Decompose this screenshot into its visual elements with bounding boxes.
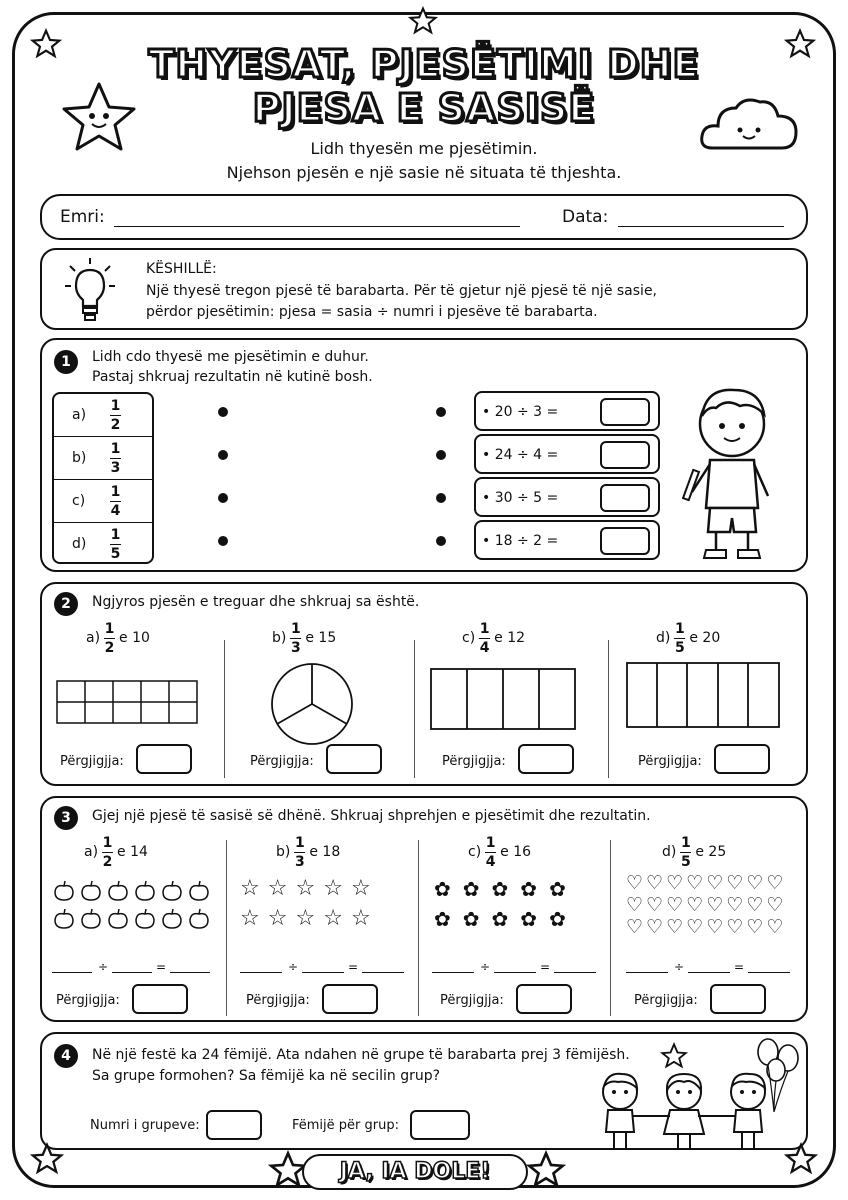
fraction (674, 622, 685, 655)
fraction-bar (290, 638, 301, 639)
column-divider (414, 640, 415, 778)
numerator: 1 (290, 621, 301, 637)
answer-label: Përgjigjja: (634, 993, 698, 1008)
tip-line1: Një thyesë tregon pjesë të barabarta. Për të gjetur një pjesë të një sasie, (146, 283, 658, 299)
fraction (110, 399, 121, 432)
exercise-4-box (40, 1032, 808, 1150)
heart-icon: ♡ (726, 872, 744, 894)
divisor-blank[interactable] (494, 972, 536, 973)
ex3-instruction: Gjej një pjesë të sasisë së dhënë. Shkruaj shprehjen e pjesëtimit dhe rezultatin. (92, 808, 651, 824)
item-quantity: e 25 (695, 844, 727, 860)
flower-icon: ✿ (491, 907, 509, 931)
exercise-number: 2 (54, 592, 78, 616)
per-group-label: Fëmijë për grup: (292, 1118, 399, 1133)
item-letter: b) (276, 844, 291, 860)
heart-icon: ♡ (706, 916, 724, 938)
item-heading (84, 836, 148, 869)
numerator: 1 (110, 441, 121, 457)
fraction-letter: a) (72, 407, 87, 423)
item-letter: a) (84, 844, 99, 860)
heart-icon: ♡ (646, 872, 664, 894)
denominator: 5 (680, 854, 691, 870)
per-group-answer-box[interactable] (410, 1110, 470, 1140)
heart-icon: ♡ (666, 872, 684, 894)
date-field[interactable] (618, 226, 784, 227)
item-quantity: e 10 (119, 630, 150, 646)
item-quantity: e 18 (309, 844, 341, 860)
star-icon: ☆ (267, 876, 288, 901)
numerator: 1 (110, 398, 121, 414)
item-heading (662, 836, 726, 869)
division-sign: ÷ (674, 960, 685, 974)
fraction (110, 485, 121, 518)
fraction-letter: d) (72, 536, 87, 552)
grid-10-cells[interactable] (56, 680, 198, 724)
tip-line2: përdor pjesëtimin: pjesa = sasia ÷ numri i pjesëve të barabarta. (146, 304, 598, 320)
exercise-number: 3 (54, 806, 78, 830)
equals-sign: = (734, 960, 745, 974)
star-icon (526, 1150, 566, 1190)
result-box[interactable] (600, 398, 650, 426)
exercise-3-box (40, 796, 808, 1022)
division-sign: ÷ (288, 960, 299, 974)
item-letter: d) (662, 844, 677, 860)
heart-icon: ♡ (666, 894, 684, 916)
match-dot-left[interactable] (218, 450, 228, 460)
fraction-bar (102, 852, 113, 853)
denominator: 2 (110, 417, 121, 433)
answer-box[interactable] (322, 984, 378, 1014)
denominator: 3 (110, 460, 121, 476)
item-letter: c) (468, 844, 482, 860)
fraction-bar (680, 852, 691, 853)
ex1-instruction-line1: Lidh cdo thyesë me pjesëtimin e duhur. (92, 349, 369, 365)
fraction-bar (110, 415, 121, 416)
denominator: 4 (110, 503, 121, 519)
answer-label: Përgjigjja: (638, 754, 702, 769)
heart-icon: ♡ (686, 872, 704, 894)
item-quantity: e 20 (689, 630, 721, 646)
result-blank[interactable] (170, 972, 210, 973)
divisor-blank[interactable] (302, 972, 344, 973)
apple-group (52, 880, 212, 932)
numerator: 1 (674, 621, 685, 637)
result-box[interactable] (600, 441, 650, 469)
denominator: 4 (485, 854, 496, 870)
fraction (102, 836, 113, 869)
star-icon (658, 1042, 690, 1070)
name-date-box (40, 194, 808, 240)
fraction (110, 442, 121, 475)
divisor-blank[interactable] (688, 972, 730, 973)
fraction (680, 836, 691, 869)
circle-3-parts[interactable] (270, 662, 354, 746)
star-group-row (240, 878, 371, 900)
star-icon: ☆ (350, 906, 371, 931)
answer-box[interactable] (710, 984, 766, 1014)
flower-icon: ✿ (520, 907, 538, 931)
division-sign: ÷ (480, 960, 491, 974)
star-icon: ☆ (267, 906, 288, 931)
flower-group-row (434, 878, 566, 900)
lightbulb-icon (64, 256, 116, 326)
star-icon: ☆ (323, 876, 343, 901)
heart-icon: ♡ (706, 894, 724, 916)
match-dot-right[interactable] (436, 407, 446, 417)
heart-icon: ♡ (686, 894, 704, 916)
footer-banner (302, 1154, 528, 1190)
flower-icon: ✿ (549, 907, 566, 931)
numerator: 1 (294, 835, 305, 851)
star-icon: ☆ (323, 906, 343, 931)
flower-icon: ✿ (491, 877, 509, 901)
answer-box[interactable] (132, 984, 188, 1014)
flower-icon: ✿ (434, 877, 451, 901)
result-box[interactable] (600, 484, 650, 512)
heart-icon: ♡ (766, 916, 784, 938)
answer-box[interactable] (326, 744, 382, 774)
exercise-2-box (40, 582, 808, 786)
column-divider (224, 640, 225, 778)
fraction-bar (674, 638, 685, 639)
fraction-row (54, 437, 152, 480)
numerator: 1 (479, 621, 490, 637)
result-box[interactable] (600, 527, 650, 555)
subtitle-line2: Njehson pjesën e një sasie në situata të thjeshta. (226, 163, 622, 182)
flower-icon: ✿ (462, 907, 480, 931)
division-sign: ÷ (98, 960, 109, 974)
equals-sign: = (348, 960, 359, 974)
fraction-bar (294, 852, 305, 853)
star-icon: ☆ (350, 876, 371, 901)
star-icon (30, 1142, 64, 1176)
dividend-blank[interactable] (240, 972, 282, 973)
flower-icon: ✿ (434, 907, 451, 931)
division-card (474, 434, 660, 474)
heart-icon: ♡ (686, 916, 704, 938)
fraction (104, 622, 115, 655)
result-blank[interactable] (748, 972, 790, 973)
heart-group-row (626, 916, 783, 938)
ex2-instruction: Ngjyros pjesën e treguar dhe shkruaj sa është. (92, 594, 420, 610)
heart-icon: ♡ (726, 916, 744, 938)
fraction (294, 836, 305, 869)
equals-sign: = (540, 960, 551, 974)
exercise-1-box (40, 338, 808, 572)
match-dot-left[interactable] (218, 536, 228, 546)
item-quantity: e 16 (500, 844, 532, 860)
item-letter: d) (656, 630, 671, 646)
three-children-illustration (592, 1070, 782, 1154)
denominator: 2 (102, 854, 113, 870)
fraction-letter: c) (72, 493, 86, 509)
star-icon: ☆ (240, 906, 260, 931)
name-label: Emri: (60, 207, 105, 227)
heart-icon: ♡ (646, 894, 664, 916)
flower-icon: ✿ (520, 877, 538, 901)
heart-icon: ♡ (626, 916, 644, 938)
date-label: Data: (562, 207, 609, 227)
bar-4-parts[interactable] (430, 668, 576, 730)
divisor-blank[interactable] (112, 972, 152, 973)
division-expression: • 30 ÷ 5 = (482, 490, 559, 506)
fraction-bar (485, 852, 496, 853)
equals-sign: = (156, 960, 167, 974)
numerator: 1 (680, 835, 691, 851)
groups-answer-box[interactable] (206, 1110, 262, 1140)
match-dot-right[interactable] (436, 450, 446, 460)
heart-icon: ♡ (746, 872, 764, 894)
item-heading (656, 622, 720, 655)
fraction-bar (110, 544, 121, 545)
fraction-row (54, 394, 152, 437)
page-title-line2: PJESA E SASISË (252, 86, 596, 130)
answer-label: Përgjigjja: (56, 993, 120, 1008)
tip-heading: KËSHILLË: (146, 261, 217, 277)
denominator: 2 (104, 640, 115, 656)
item-letter: b) (272, 630, 287, 646)
subtitle-line1: Lidh thyesën me pjesëtimin. (310, 139, 538, 158)
fraction-bar (110, 458, 121, 459)
division-expression: • 18 ÷ 2 = (482, 533, 559, 549)
item-letter: c) (462, 630, 476, 646)
fraction (485, 836, 496, 869)
numerator: 1 (104, 621, 115, 637)
star-icon: ☆ (240, 876, 260, 901)
denominator: 3 (290, 640, 301, 656)
heart-icon: ♡ (726, 894, 744, 916)
heart-group-row (626, 894, 783, 916)
match-dot-right[interactable] (436, 536, 446, 546)
heart-icon: ♡ (746, 894, 764, 916)
result-blank[interactable] (554, 972, 596, 973)
star-group-row (240, 908, 371, 930)
star-icon (408, 6, 438, 36)
ex4-problem-line2: Sa grupe formohen? Sa fëmijë ka në secilin grup? (92, 1068, 441, 1084)
fraction (479, 622, 490, 655)
match-dot-right[interactable] (436, 493, 446, 503)
answer-box[interactable] (714, 744, 770, 774)
division-expression: • 24 ÷ 4 = (482, 447, 559, 463)
answer-box[interactable] (136, 744, 192, 774)
division-card (474, 520, 660, 560)
fraction-bar (110, 501, 121, 502)
column-divider (610, 840, 611, 1016)
item-quantity: e 15 (305, 630, 337, 646)
heart-icon: ♡ (666, 916, 684, 938)
numerator: 1 (110, 527, 121, 543)
match-dot-left[interactable] (218, 493, 228, 503)
numerator: 1 (102, 835, 113, 851)
page-title-line1: THYESAT, PJESËTIMI DHE (148, 42, 700, 86)
footer-banner-text: JA, IA DOLE! (339, 1159, 491, 1184)
heart-icon: ♡ (766, 894, 784, 916)
answer-label: Përgjigjja: (246, 993, 310, 1008)
match-dot-left[interactable] (218, 407, 228, 417)
item-heading (86, 622, 150, 655)
star-icon (784, 1142, 818, 1176)
result-blank[interactable] (362, 972, 404, 973)
numerator: 1 (110, 484, 121, 500)
dividend-blank[interactable] (626, 972, 668, 973)
item-heading (272, 622, 336, 655)
heart-icon: ♡ (646, 916, 664, 938)
fraction-row (54, 480, 152, 523)
star-icon: ☆ (295, 876, 316, 901)
fraction-bar (104, 638, 115, 639)
item-quantity: e 12 (494, 630, 526, 646)
item-letter: a) (86, 630, 101, 646)
heart-icon: ♡ (626, 894, 644, 916)
answer-box[interactable] (516, 984, 572, 1014)
heart-icon: ♡ (706, 872, 724, 894)
denominator: 5 (110, 546, 121, 562)
fraction-letter: b) (72, 450, 87, 466)
answer-label: Përgjigjja: (442, 754, 506, 769)
flower-icon: ✿ (549, 877, 566, 901)
division-expression: • 20 ÷ 3 = (482, 404, 559, 420)
bar-5-parts[interactable] (626, 662, 780, 728)
name-field[interactable] (114, 226, 520, 227)
division-card (474, 391, 660, 431)
flower-group-row (434, 908, 566, 930)
heart-icon: ♡ (626, 872, 644, 894)
fraction-bar (479, 638, 490, 639)
heart-group-row (626, 872, 783, 894)
flower-icon: ✿ (462, 877, 480, 901)
dividend-blank[interactable] (52, 972, 92, 973)
answer-label: Përgjigjja: (60, 754, 124, 769)
star-icon: ☆ (295, 906, 316, 931)
groups-label: Numri i grupeve: (90, 1118, 200, 1133)
item-heading (276, 836, 340, 869)
fraction-row (54, 523, 152, 564)
heart-icon: ♡ (746, 916, 764, 938)
item-heading (462, 622, 525, 655)
fraction (290, 622, 301, 655)
denominator: 5 (674, 640, 685, 656)
boy-with-pencil-illustration (682, 380, 782, 566)
item-quantity: e 14 (117, 844, 148, 860)
tip-box (40, 248, 808, 330)
numerator: 1 (485, 835, 496, 851)
heart-icon: ♡ (766, 872, 784, 894)
dividend-blank[interactable] (432, 972, 474, 973)
fraction-column (52, 392, 154, 564)
answer-label: Përgjigjja: (440, 993, 504, 1008)
denominator: 4 (479, 640, 490, 656)
column-divider (418, 840, 419, 1016)
ex1-instruction-line2: Pastaj shkruaj rezultatin në kutinë bosh. (92, 369, 373, 385)
fraction (110, 528, 121, 561)
exercise-number: 4 (54, 1044, 78, 1068)
item-heading (468, 836, 531, 869)
answer-label: Përgjigjja: (250, 754, 314, 769)
exercise-number: 1 (54, 350, 78, 374)
column-divider (608, 640, 609, 778)
answer-box[interactable] (518, 744, 574, 774)
column-divider (226, 840, 227, 1016)
denominator: 3 (294, 854, 305, 870)
division-card (474, 477, 660, 517)
ex4-problem-line1: Në një festë ka 24 fëmijë. Ata ndahen në grupe të barabarta prej 3 fëmijësh. (92, 1047, 630, 1063)
